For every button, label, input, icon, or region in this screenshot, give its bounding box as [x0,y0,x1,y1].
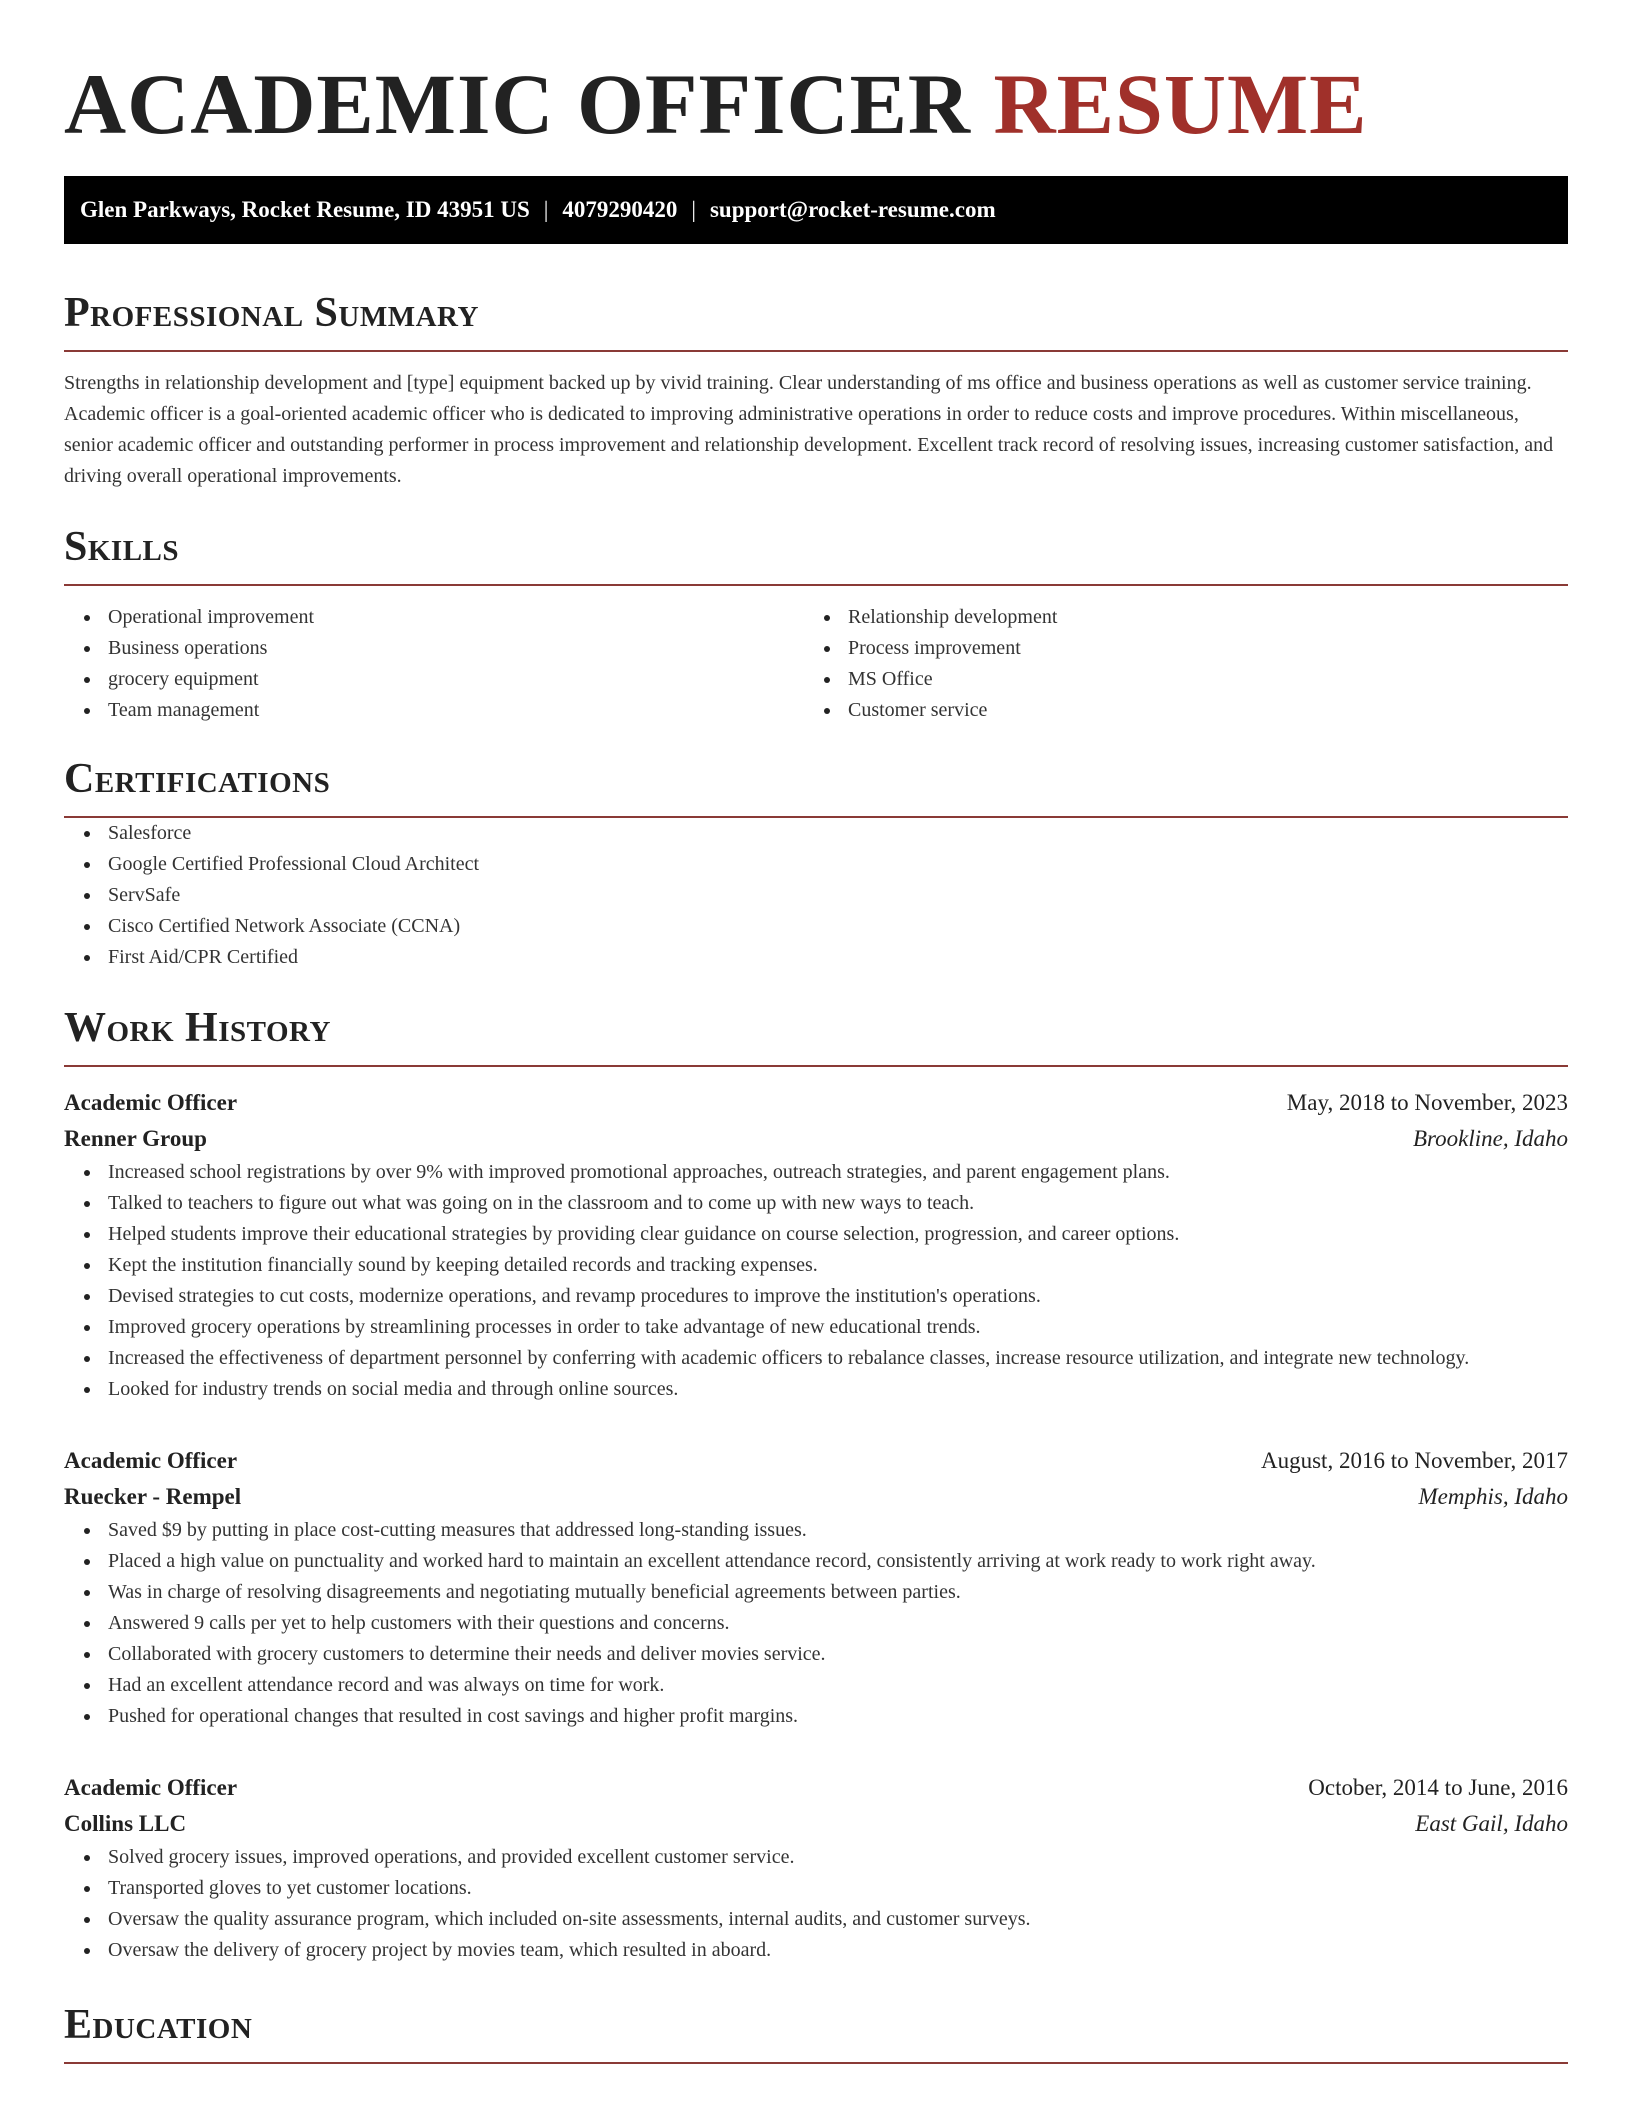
resume-title [64,54,1568,154]
contact-bar [64,176,1568,244]
job-bullet: Solved grocery issues, improved operations, and provided excellent customer service. [108,1842,1568,1873]
job-entry [64,1770,1568,1966]
certification-item: Cisco Certified Network Associate (CCNA) [108,911,1568,942]
work-history-heading: Work History [64,1003,1568,1067]
job-company: Collins LLC [64,1811,187,1836]
job-entry [64,1085,1568,1405]
certification-item: ServSafe [108,880,1568,911]
resume-title-accent: RESUME [993,56,1368,152]
contact-phone: 4079290420 [562,197,678,222]
job-bullet: Collaborated with grocery customers to determine their needs and deliver movies service. [108,1639,1568,1670]
skills-list-right [804,602,1544,726]
job-bullet: Increased the effectiveness of department personnel by conferring with academic officers to rebalance classes, increase resource utilization, and integrate new technology. [108,1343,1568,1374]
job-bullet-list [64,1515,1568,1732]
job-bullet: Had an excellent attendance record and was always on time for work. [108,1670,1568,1701]
job-header-row [64,1443,1568,1479]
job-dates: October, 2014 to June, 2016 [1308,1775,1568,1800]
contact-address: Glen Parkways, Rocket Resume, ID 43951 US [80,197,530,222]
certifications-heading: Certifications [64,754,1568,818]
certification-item: Salesforce [108,818,1568,849]
job-header-row [64,1085,1568,1121]
summary-text: Strengths in relationship development and [type] equipment backed up by vivid training. Clear understanding of ms office and business operations as well as customer service training. Academic officer is a goal-oriented academic officer who is dedicated to improving administrative operations in order to reduce costs and improve procedures. Within miscellaneous, senior academic officer and outstanding performer in process improvement and relationship development. Excellent track record of resolving issues, increasing customer satisfaction, and driving overall operational improvements. [64,372,1554,487]
job-entry [64,1443,1568,1732]
skill-item: Customer service [848,695,1544,726]
job-bullet: Looked for industry trends on social media and through online sources. [108,1374,1568,1405]
job-bullet: Helped students improve their educational strategies by providing clear guidance on course selection, progression, and career options. [108,1219,1568,1250]
certifications-list [64,818,1568,973]
job-location: Brookline, Idaho [1412,1126,1568,1151]
skill-item: grocery equipment [108,664,804,695]
job-title: Academic Officer [64,1448,238,1473]
skills-section [64,522,1568,726]
job-bullet: Oversaw the delivery of grocery project by movies team, which resulted in aboard. [108,1935,1568,1966]
job-dates: August, 2016 to November, 2017 [1261,1448,1568,1473]
job-bullet-list [64,1842,1568,1966]
skills-column-left [64,602,804,726]
job-bullet: Pushed for operational changes that resulted in cost savings and higher profit margins. [108,1701,1568,1732]
job-location: East Gail, Idaho [1415,1811,1568,1836]
job-bullet: Devised strategies to cut costs, modernize operations, and revamp procedures to improve the institution's operations. [108,1281,1568,1312]
skill-item: Team management [108,695,804,726]
job-company: Ruecker - Rempel [64,1484,242,1509]
job-header-row [64,1770,1568,1806]
job-bullet-list [64,1157,1568,1405]
job-bullet: Transported gloves to yet customer locations. [108,1873,1568,1904]
job-bullet: Oversaw the quality assurance program, which included on-site assessments, internal audits, and customer surveys. [108,1904,1568,1935]
job-bullet: Improved grocery operations by streamlining processes in order to take advantage of new educational trends. [108,1312,1568,1343]
summary-section [64,288,1568,492]
education-heading: Education [64,2000,1568,2064]
skills-list-left [64,602,804,726]
certification-item: Google Certified Professional Cloud Architect [108,849,1568,880]
job-bullet: Kept the institution financially sound by keeping detailed records and tracking expenses. [108,1250,1568,1281]
certifications-section [64,754,1568,973]
skills-grid [64,602,1568,726]
job-title: Academic Officer [64,1090,238,1115]
skill-item: Operational improvement [108,602,804,633]
job-title: Academic Officer [64,1775,238,1800]
certification-item: First Aid/CPR Certified [108,942,1568,973]
job-subheader-row [64,1121,1568,1157]
skill-item: Relationship development [848,602,1544,633]
job-bullet: Increased school registrations by over 9% with improved promotional approaches, outreach strategies, and parent engagement plans. [108,1157,1568,1188]
skills-heading: Skills [64,522,1568,586]
resume-title-main: ACADEMIC OFFICER [64,56,972,152]
job-subheader-row [64,1479,1568,1515]
job-bullet: Placed a high value on punctuality and worked hard to maintain an excellent attendance record, consistently arriving at work ready to work right away. [108,1546,1568,1577]
job-bullet: Answered 9 calls per yet to help customers with their questions and concerns. [108,1608,1568,1639]
work-history-section [64,1003,1568,1966]
skill-item: Business operations [108,633,804,664]
job-subheader-row [64,1806,1568,1842]
job-bullet: Was in charge of resolving disagreements and negotiating mutually beneficial agreements between parties. [108,1577,1568,1608]
education-section [64,2000,1568,2064]
contact-email: support@rocket-resume.com [709,197,996,222]
job-company: Renner Group [64,1126,207,1151]
contact-separator: | [691,197,696,222]
job-bullet: Talked to teachers to figure out what was going on in the classroom and to come up with new ways to teach. [108,1188,1568,1219]
summary-heading: Professional Summary [64,288,1568,352]
skills-column-right [804,602,1544,726]
job-bullet: Saved $9 by putting in place cost-cutting measures that addressed long-standing issues. [108,1515,1568,1546]
skill-item: Process improvement [848,633,1544,664]
skill-item: MS Office [848,664,1544,695]
job-dates: May, 2018 to November, 2023 [1286,1090,1568,1115]
job-location: Memphis, Idaho [1418,1484,1568,1509]
contact-separator: | [543,197,549,222]
